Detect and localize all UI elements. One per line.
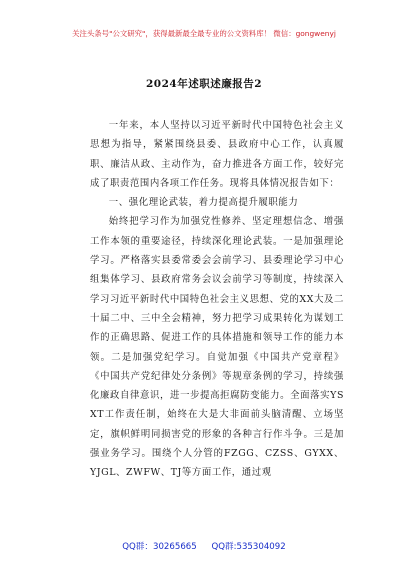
header-banner: 关注头条号"公文研究"，获得最新最全最专业的公文资料库！ 微信：gongwenyj	[72, 29, 336, 38]
qq-group-1: QQ群：30265665	[122, 542, 197, 552]
document-title: 2024年述职述廉报告2	[145, 78, 263, 90]
document-body	[90, 116, 344, 483]
section-heading: 一、强化理论武装，着力提高提升履职能力	[108, 197, 299, 209]
qq-group-2: QQ群:535304092	[211, 542, 286, 552]
intro-paragraph: 一年来，本人坚持以习近平新时代中国特色社会主义思想为指导，紧紧围绕县委、县政府中心工作，认真履职、廉洁从政、主动作为，奋力推进各方面工作，较好完成了职责范围内各项工作任务。现将具体情况报告如下：	[90, 120, 344, 189]
body-paragraph: 始终把学习作为加强党性修养、坚定理想信念、增强工作本领的重要途径，持续深化理论武装。一是加强理论学习。严格落实县委常委会会前学习、县委理论学习中心组集体学习、县政府常务会议会前学习等制度，持续深入学习习近平新时代中国特色社会主义思想、党的XX大及二十届二中、三中全会精神，努力把学习成果转化为谋划工作的正确思路、促进工作的具体措施和领导工作的能力本领。二是加强党纪学习。自觉加强《中国共产党章程》《中国共产党纪律处分条例》等规章条例的学习，持续强化廉政自律意识，进一步提高拒腐防变能力。全面落实YSXT工作责任制，始终在大是大非面前头脑清醒、立场坚定，旗帜鲜明同损害党的形象的各种言行作斗争。三是加强业务学习。围绕个人分管的FZGG、CZSS、GYXX、YJGL、ZWFW、TJ等方面工作，通过观	[90, 216, 344, 479]
footer-contact	[0, 540, 408, 552]
